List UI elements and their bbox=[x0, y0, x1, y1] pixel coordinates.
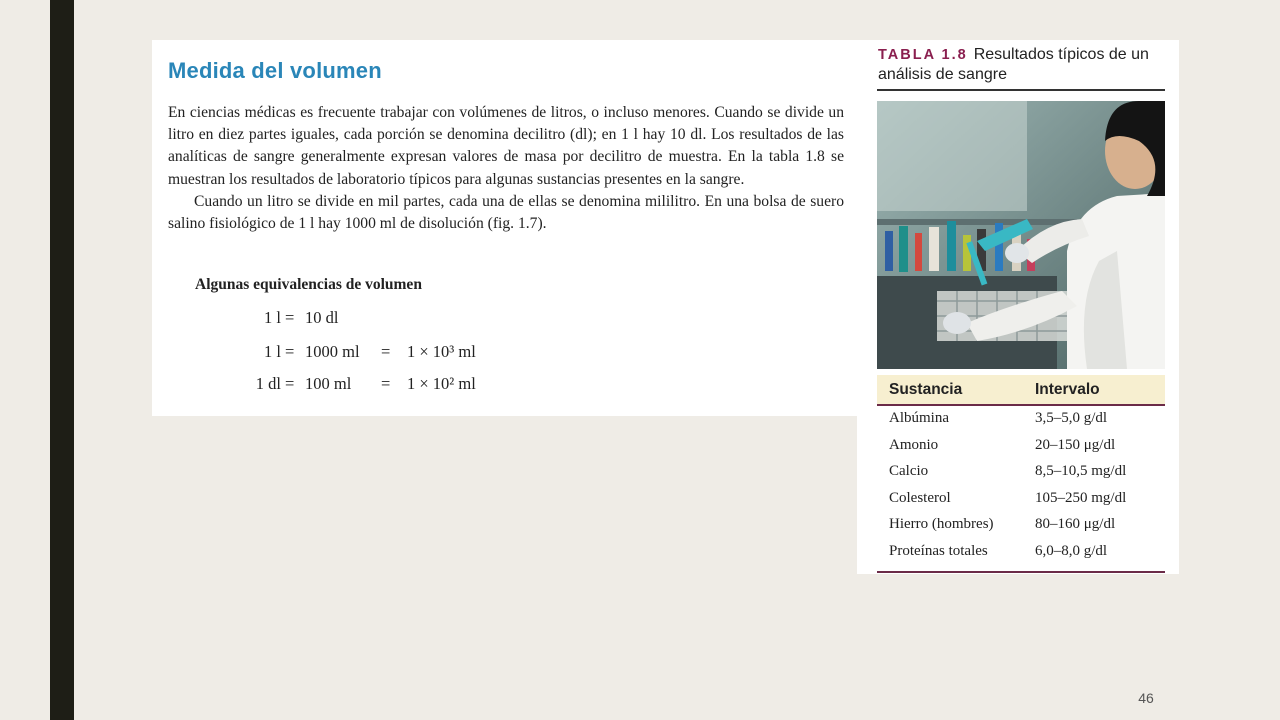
page-number: 46 bbox=[1138, 690, 1154, 706]
heading-rule bbox=[877, 89, 1165, 91]
table-row bbox=[877, 406, 1165, 433]
paragraph-1: En ciencias médicas es frecuente trabajar con volúmenes de litros, o incluso menores. Cuando se divide un litro en diez partes iguales, cada porción se denomina decilitro (dl); en 1 l hay 10 dl. Los resultados de las analíticas de sangre generalmente expresan valores de masa por decilitro de muestra. En la tabla 1.8 se muestran los resultados de laboratorio típicos para algunas sustancias presentes en la sangre. bbox=[168, 104, 844, 188]
table-caption: Resultados típicos de un análisis de sangre bbox=[878, 46, 1149, 83]
equivalence-middle: 1000 ml bbox=[305, 342, 360, 361]
equals-sign: = bbox=[381, 374, 391, 393]
substance-cell: Colesterol bbox=[889, 489, 951, 506]
equals-sign: = bbox=[285, 308, 295, 327]
table-row bbox=[877, 512, 1165, 539]
range-cell: 3,5–5,0 g/dl bbox=[1035, 410, 1108, 426]
equivalence-right: 1 × 10³ ml bbox=[407, 342, 476, 361]
equivalence-middle: 10 dl bbox=[305, 308, 339, 327]
substance-cell: Hierro (hombres) bbox=[889, 516, 994, 533]
equivalence-left: 1 l bbox=[264, 342, 281, 361]
table-body bbox=[877, 406, 1165, 566]
textbook-excerpt-panel bbox=[152, 40, 858, 416]
lab-technician-photo bbox=[877, 101, 1165, 369]
section-title: Medida del volumen bbox=[168, 58, 382, 83]
equals-sign: = bbox=[285, 374, 295, 393]
left-accent-bar bbox=[50, 0, 74, 720]
paragraph-2: Cuando un litro se divide en mil partes, cada una de ellas se denomina mililitro. En una bolsa de suero salino fisiológico de 1 l hay 1000 ml de disolución (fig. 1.7). bbox=[168, 192, 844, 233]
table-row bbox=[877, 459, 1165, 486]
table-header-row bbox=[877, 375, 1165, 406]
blood-analysis-table-panel bbox=[857, 40, 1179, 574]
equivalence-left: 1 dl bbox=[255, 374, 281, 393]
substance-cell: Calcio bbox=[889, 463, 929, 480]
equivalence-middle: 100 ml bbox=[305, 374, 352, 393]
range-cell: 20–150 μg/dl bbox=[1035, 436, 1116, 453]
equals-sign: = bbox=[285, 342, 295, 361]
equals-sign: = bbox=[381, 342, 391, 361]
column-header-range: Intervalo bbox=[1035, 381, 1100, 398]
table-row bbox=[877, 486, 1165, 513]
range-cell: 6,0–8,0 g/dl bbox=[1035, 542, 1108, 559]
table-row bbox=[877, 539, 1165, 566]
equivalence-right: 1 × 10² ml bbox=[407, 374, 476, 393]
substance-cell: Proteínas totales bbox=[889, 542, 988, 559]
table-row bbox=[877, 433, 1165, 460]
table-label: TABLA 1.8 bbox=[878, 47, 968, 63]
range-cell: 80–160 μg/dl bbox=[1035, 516, 1116, 533]
table-heading bbox=[878, 45, 1166, 85]
substance-cell: Amonio bbox=[889, 436, 939, 453]
column-header-substance: Sustancia bbox=[889, 381, 963, 398]
range-cell: 105–250 mg/dl bbox=[1035, 489, 1127, 506]
range-cell: 8,5–10,5 mg/dl bbox=[1035, 463, 1127, 480]
substance-cell: Albúmina bbox=[889, 410, 949, 426]
equivalence-left: 1 l bbox=[264, 308, 281, 327]
lab-technician-illustration bbox=[877, 101, 1165, 369]
equivalences-title: Algunas equivalencias de volumen bbox=[195, 276, 422, 293]
body-text bbox=[168, 102, 844, 235]
table-bottom-rule bbox=[877, 571, 1165, 573]
